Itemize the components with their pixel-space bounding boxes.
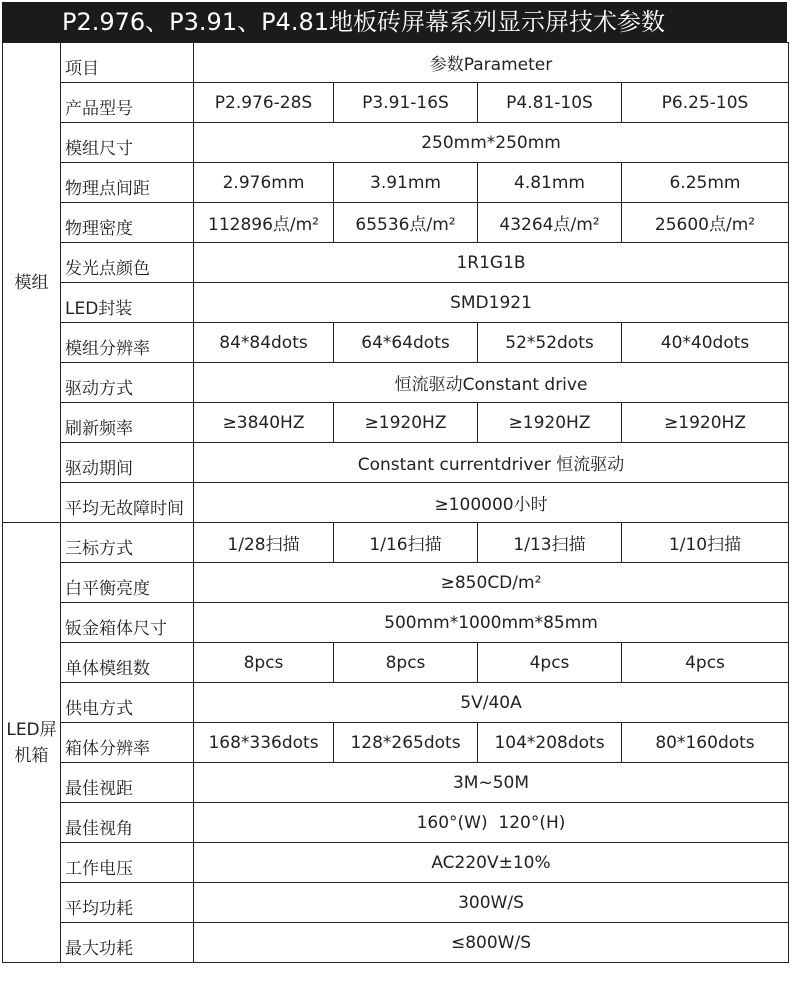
row-label: 最佳视距: [61, 763, 194, 803]
table-cell: 4pcs: [622, 643, 789, 683]
table-row: [3, 83, 789, 123]
table-row: [3, 923, 789, 963]
table-row: [3, 243, 789, 283]
table-cell: 1/13扫描: [478, 523, 622, 563]
table-cell: ≤800W/S: [194, 923, 789, 963]
table-cell: 128*265dots: [334, 723, 478, 763]
table-row: [3, 803, 789, 843]
table-cell: 1R1G1B: [194, 243, 789, 283]
table-row: [3, 603, 789, 643]
row-label: 产品型号: [61, 83, 194, 123]
row-label: 项目: [61, 43, 194, 83]
table-cell: 3.91mm: [334, 163, 478, 203]
table-row: [3, 723, 789, 763]
table-row: [3, 203, 789, 243]
table-cell: P4.81-10S: [478, 83, 622, 123]
table-cell: 恒流驱动Constant drive: [194, 363, 789, 403]
table-row: [3, 523, 789, 563]
table-cell: 112896点/m²: [194, 203, 334, 243]
table-cell: 300W/S: [194, 883, 789, 923]
table-cell: 8pcs: [334, 643, 478, 683]
row-label: 工作电压: [61, 843, 194, 883]
table-cell: 1/28扫描: [194, 523, 334, 563]
table-cell: P6.25-10S: [622, 83, 789, 123]
table-cell: Constant currentdriver 恒流驱动: [194, 443, 789, 483]
table-cell: 4pcs: [478, 643, 622, 683]
table-row: [3, 43, 789, 83]
table-cell: 参数Parameter: [194, 43, 789, 83]
spec-table: [2, 42, 789, 963]
table-cell: 52*52dots: [478, 323, 622, 363]
table-cell: 2.976mm: [194, 163, 334, 203]
table-row: [3, 363, 789, 403]
table-cell: 43264点/m²: [478, 203, 622, 243]
row-label: 供电方式: [61, 683, 194, 723]
table-cell: 1/10扫描: [622, 523, 789, 563]
row-label: 钣金箱体尺寸: [61, 603, 194, 643]
table-cell: 6.25mm: [622, 163, 789, 203]
row-label: 三标方式: [61, 523, 194, 563]
table-cell: 4.81mm: [478, 163, 622, 203]
row-label: 白平衡亮度: [61, 563, 194, 603]
row-label: 物理密度: [61, 203, 194, 243]
table-cell: SMD1921: [194, 283, 789, 323]
table-row: [3, 443, 789, 483]
table-cell: 250mm*250mm: [194, 123, 789, 163]
table-row: [3, 323, 789, 363]
table-cell: AC220V±10%: [194, 843, 789, 883]
table-cell: ≥1920HZ: [334, 403, 478, 443]
table-cell: ≥850CD/m²: [194, 563, 789, 603]
table-cell: 3M~50M: [194, 763, 789, 803]
row-label: 发光点颜色: [61, 243, 194, 283]
table-cell: 64*64dots: [334, 323, 478, 363]
table-row: [3, 283, 789, 323]
row-label: 驱动方式: [61, 363, 194, 403]
table-row: [3, 483, 789, 523]
table-cell: 168*336dots: [194, 723, 334, 763]
table-cell: 8pcs: [194, 643, 334, 683]
table-cell: 65536点/m²: [334, 203, 478, 243]
group-label-cabinet: LED屏机箱: [3, 523, 61, 963]
table-cell: P2.976-28S: [194, 83, 334, 123]
row-label: 最大功耗: [61, 923, 194, 963]
table-row: [3, 763, 789, 803]
row-label: 模组尺寸: [61, 123, 194, 163]
table-row: [3, 683, 789, 723]
table-cell: 500mm*1000mm*85mm: [194, 603, 789, 643]
table-cell: 80*160dots: [622, 723, 789, 763]
row-label: 平均无故障时间: [61, 483, 194, 523]
row-label: 刷新频率: [61, 403, 194, 443]
title-bar: [2, 2, 787, 42]
table-row: [3, 563, 789, 603]
table-cell: 160°(W) 120°(H): [194, 803, 789, 843]
table-row: [3, 883, 789, 923]
table-cell: ≥1920HZ: [478, 403, 622, 443]
table-cell: 5V/40A: [194, 683, 789, 723]
table-cell: 84*84dots: [194, 323, 334, 363]
row-label: 最佳视角: [61, 803, 194, 843]
row-label: 驱动期间: [61, 443, 194, 483]
row-label: LED封装: [61, 283, 194, 323]
row-label: 单体模组数: [61, 643, 194, 683]
row-label: 平均功耗: [61, 883, 194, 923]
table-cell: 40*40dots: [622, 323, 789, 363]
table-row: [3, 123, 789, 163]
table-cell: P3.91-16S: [334, 83, 478, 123]
table-cell: ≥3840HZ: [194, 403, 334, 443]
table-cell: ≥1920HZ: [622, 403, 789, 443]
table-cell: ≥100000小时: [194, 483, 789, 523]
table-row: [3, 403, 789, 443]
table-cell: 25600点/m²: [622, 203, 789, 243]
table-cell: 1/16扫描: [334, 523, 478, 563]
row-label: 模组分辨率: [61, 323, 194, 363]
row-label: 箱体分辨率: [61, 723, 194, 763]
table-row: [3, 163, 789, 203]
page-title: P2.976、P3.91、P4.81地板砖屏幕系列显示屏技术参数: [62, 8, 665, 36]
table-row: [3, 843, 789, 883]
row-label: 物理点间距: [61, 163, 194, 203]
group-label-module: 模组: [3, 43, 61, 523]
table-cell: 104*208dots: [478, 723, 622, 763]
table-row: [3, 643, 789, 683]
